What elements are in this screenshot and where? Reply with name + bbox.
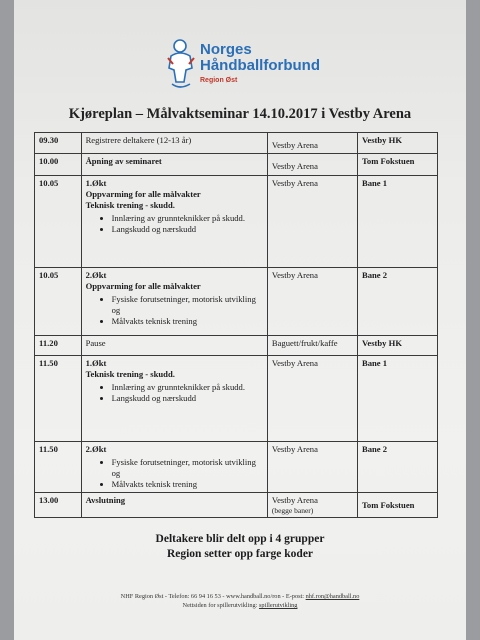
list-item: • Målvakts teknisk trening [112,316,263,327]
location-cell [267,154,357,176]
activity-title: Åpning av seminaret [85,156,162,166]
location-cell [267,356,357,442]
list-item: • Langskudd og nærskudd [112,393,263,404]
activity-bullets [86,213,263,235]
list-item: • Innlæring av grunnteknikker på skudd. [112,213,263,224]
table-row [35,268,438,336]
responsible-text: Bane 2 [361,444,388,454]
location-text: Vestby Arena [271,161,318,171]
logo-line-2: Håndballforbund [200,57,320,74]
email-link[interactable]: nhf.ron@handball.no [305,593,360,600]
activity-bullets [86,294,263,327]
responsible-text: Vestby HK [361,338,402,348]
time-cell: 13.00 [35,493,82,518]
activity-subtitle: Oppvarming for alle målvakter [85,281,201,291]
note-line-1: Deltakere blir delt opp i 4 grupper [155,533,325,545]
time-cell: 10.00 [35,154,82,176]
time-cell: 10.05 [35,176,82,268]
responsible-cell [357,442,437,493]
activity-cell [81,356,267,442]
activity-title: Pause [85,338,106,348]
location-text: Vestby Arena [271,140,318,150]
activity-title: 2.Økt [85,270,107,280]
logo-line-1: Norges [200,41,252,58]
location-cell [267,268,357,336]
note-line-2: Region setter opp farge koder [166,548,314,560]
time-cell: 11.50 [35,356,82,442]
table-row [35,176,438,268]
schedule-table [34,132,438,518]
spillerutvikling-link[interactable]: spillerutvikling [258,602,298,609]
table-row [35,336,438,356]
activity-subtitle: Oppvarming for alle målvakter [85,189,201,199]
activity-cell [81,176,267,268]
activity-subtitle: Teknisk trening - skudd. [85,369,175,379]
activity-title: Avslutning [85,495,126,505]
responsible-cell [357,336,437,356]
location-cell [267,133,357,154]
responsible-cell [357,356,437,442]
footer-contact-text: NHF Region Øst - Telefon: 66 94 16 53 - [120,593,227,600]
location-cell [267,493,357,518]
website-link[interactable]: www.handball.no/ron [226,593,281,600]
document-page [14,0,466,640]
table-row [35,154,438,176]
location-text: Vestby Arena [271,444,318,454]
logo-wordmark [200,42,320,74]
responsible-text: Vestby HK [361,135,402,145]
location-note: (begge baner) [271,506,314,515]
page-footer [14,592,466,610]
location-text: Vestby Arena [271,270,318,280]
responsible-text: Bane 1 [361,358,388,368]
activity-title: 2.Økt [85,444,107,454]
list-item: • Fysiske forutsetninger, motorisk utvikling og [112,457,263,479]
location-text: Baguett/frukt/kaffe [271,338,338,348]
footer-email-label: - E-post: [280,593,306,600]
responsible-cell [357,176,437,268]
activity-cell [81,336,267,356]
responsible-text: Tom Fokstuen [361,500,415,510]
responsible-cell [357,133,437,154]
location-cell [267,336,357,356]
table-row [35,493,438,518]
footer-development-text: Nettsiden for spillerutvikling: [182,602,259,609]
responsible-text: Bane 2 [361,270,388,280]
location-text: Vestby Arena [271,358,318,368]
time-cell: 09.30 [35,133,82,154]
activity-cell [81,154,267,176]
nhf-logo [166,38,336,98]
list-item: • Innlæring av grunnteknikker på skudd. [112,382,263,393]
table-row [35,133,438,154]
activity-cell [81,493,267,518]
page-title: Kjøreplan – Målvaktseminar 14.10.2017 i Vestby Arena [68,106,412,122]
responsible-cell [357,154,437,176]
time-cell: 10.05 [35,268,82,336]
footer-contact [14,592,466,601]
activity-title: 1.Økt [85,358,107,368]
time-cell: 11.50 [35,442,82,493]
table-row [35,442,438,493]
location-text: Vestby Arena [271,495,318,505]
location-cell [267,176,357,268]
responsible-cell [357,268,437,336]
activity-subtitle-2: Teknisk trening - skudd. [85,200,175,210]
logo-region: Region Øst [200,77,238,84]
activity-bullets [86,457,263,490]
activity-cell [81,442,267,493]
location-text: Vestby Arena [271,178,318,188]
notes [14,532,466,562]
activity-title: Registrere deltakere (12-13 år) [85,135,192,145]
list-item: • Fysiske forutsetninger, motorisk utvikling og [112,294,263,316]
goalkeeper-figure-icon [166,38,200,90]
activity-cell [81,268,267,336]
list-item: • Langskudd og nærskudd [112,224,263,235]
responsible-cell [357,493,437,518]
activity-cell [81,133,267,154]
responsible-text: Tom Fokstuen [361,156,415,166]
footer-development [14,601,466,610]
activity-title: 1.Økt [85,178,107,188]
list-item: • Målvakts teknisk trening [112,479,263,490]
time-cell: 11.20 [35,336,82,356]
activity-bullets [86,382,263,404]
table-row [35,356,438,442]
location-cell [267,442,357,493]
responsible-text: Bane 1 [361,178,388,188]
